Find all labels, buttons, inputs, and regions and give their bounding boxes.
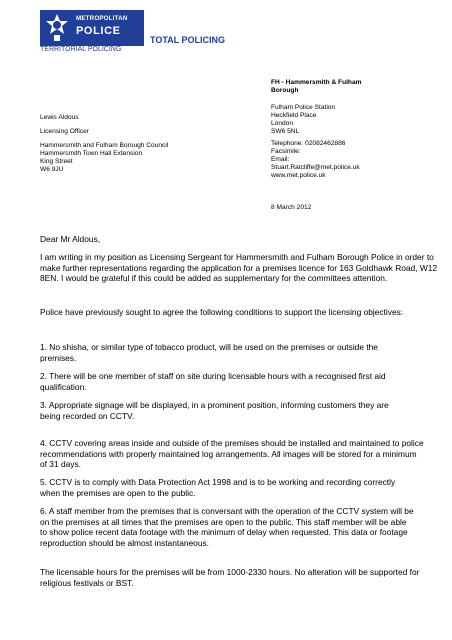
borough-line-1: FH - Hammersmith & Fulham	[271, 79, 362, 86]
condition-4	[40, 438, 425, 470]
condition-3	[40, 400, 390, 421]
paragraph-hours-text: The licensable hours for the premises will be from 1000-2330 hours. No alteration will be supported for religious festivals or BST.	[40, 567, 420, 588]
sender-postcode: SW6 5NL	[271, 128, 300, 135]
paragraph-conditions-intro-text: Police have previously sought to agree the following conditions to support the licensing objectives:	[40, 307, 404, 317]
salutation	[40, 234, 450, 245]
contact-email-label: Email:	[271, 156, 290, 163]
condition-5-text: 5. CCTV is to comply with Data Protection Act 1998 and is to be working and recording correctly when the premises are open to the public.	[40, 477, 396, 498]
recipient-building: Hammersmith Town Hall Extension	[40, 150, 143, 157]
borough-line-2: Borough	[271, 87, 299, 94]
condition-5	[40, 477, 400, 498]
logo-police-text: POLICE	[76, 25, 121, 37]
condition-2	[40, 371, 390, 392]
contact-facsimile: Facsimile:	[271, 148, 301, 155]
letter-date: 8 March 2012	[271, 204, 312, 211]
recipient-name: Lewis Aldous	[40, 114, 79, 121]
contact-email[interactable]: Stuart.Ratcliffe@met.police.uk	[271, 164, 360, 171]
paragraph-hours	[40, 567, 420, 588]
paragraph-intro-text: I am writing in my position as Licensing Sergeant for Hammersmith and Fulham Borough Police in order to make further representations regarding the application for a premises licence for 163 Goldhawk Road, W12 8EN. I would be grateful if this could be added as supplementary for the committees attention.	[40, 252, 438, 284]
territorial-policing-text: TERRITORIAL POLICING	[40, 46, 122, 53]
paragraph-conditions-intro	[40, 307, 420, 318]
condition-1	[40, 342, 390, 363]
recipient-council: Hammersmith and Fulham Borough Council	[40, 142, 169, 149]
recipient-title: Licensing Officer	[40, 128, 89, 135]
sender-street: Heckfield Place	[271, 112, 317, 119]
total-policing-text: TOTAL POLICING	[150, 35, 226, 45]
salutation-text: Dear Mr Aldous,	[40, 234, 101, 244]
condition-4-text: 4. CCTV covering areas inside and outside of the premises should be installed and maintained to police recommendations with properly maintained log arrangements. All images will be stored for a minimum of 31 days.	[40, 438, 424, 470]
recipient-street: King Street	[40, 158, 73, 165]
paragraph-intro	[40, 252, 450, 284]
recipient-postcode: W6 9JU	[40, 166, 64, 173]
sender-city: London	[271, 120, 294, 127]
contact-telephone: Telephone: 02082462886	[271, 140, 346, 147]
condition-2-text: 2. There will be one member of staff on site during licensable hours with a recognised first aid qualification.	[40, 371, 386, 392]
contact-web[interactable]: www.met.police.uk	[271, 172, 326, 179]
crest-icon	[43, 13, 71, 43]
sender-station: Fulham Police Station	[271, 104, 336, 111]
condition-6-text: 6. A staff member from the premises that is conversant with the operation of the CCTV system will be on the premises at all times that the premises are open to the public. This staff member will be able to show police recent data footage with the minimum of delay when requested. This data or footage reproduction should be almost instantaneous.	[40, 506, 414, 548]
condition-1-text: 1. No shisha, or similar type of tobacco product, will be used on the premises or outside the premises.	[40, 342, 378, 363]
condition-3-text: 3. Appropriate signage will be displayed, in a prominent position, informing customers they are being recorded on CCTV.	[40, 400, 389, 421]
logo-metropolitan-text: METROPOLITAN	[76, 15, 128, 22]
condition-6	[40, 506, 415, 548]
met-police-logo	[40, 10, 144, 46]
